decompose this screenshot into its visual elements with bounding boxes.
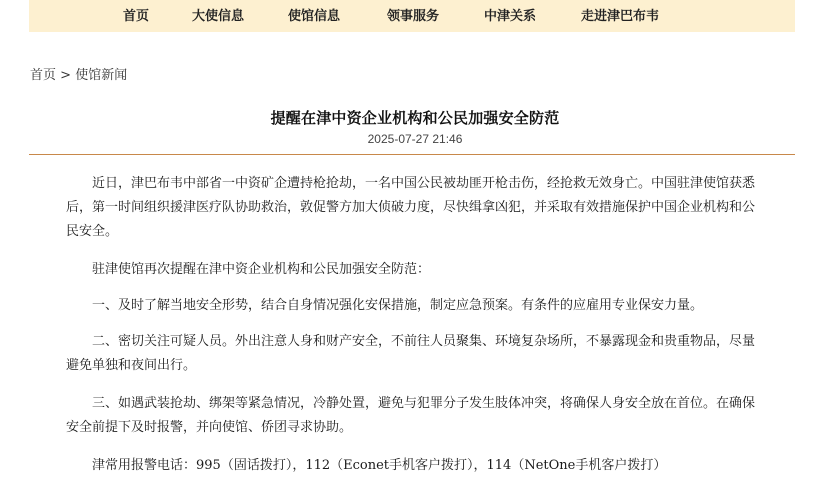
nav-item-consular-services[interactable]: 领事服务	[387, 9, 440, 24]
breadcrumb-home-link[interactable]: 首页	[30, 68, 57, 83]
article-paragraph: 三、如遇武装抢劫、绑架等紧急情况，冷静处置，避免与犯罪分子发生肢体冲突，将确保人身安全放在首位。在确保安全前提下及时报警，并向使馆、侨团寻求协助。	[66, 396, 756, 435]
top-navigation-bar	[29, 0, 795, 32]
article-paragraph: 津常用报警电话：995（固话拨打），112（Econet手机客户拨打），114（NetOne手机客户拨打）	[92, 458, 667, 473]
nav-item-ambassador[interactable]: 大使信息	[192, 9, 245, 24]
article-date: 2025-07-27 21:46	[367, 132, 463, 146]
nav-item-about-zimbabwe[interactable]: 走进津巴布韦	[581, 9, 660, 24]
article-paragraph: 二、密切关注可疑人员。外出注意人身和财产安全，不前往人员聚集、环境复杂场所，不暴露现金和贵重物品，尽量避免单独和夜间出行。	[66, 334, 756, 373]
nav-item-china-zimbabwe-relations[interactable]: 中津关系	[484, 9, 537, 24]
article-title: 提醒在津中资企业机构和公民加强安全防范	[270, 109, 560, 127]
breadcrumb-separator: >	[60, 68, 72, 83]
breadcrumb-current[interactable]: 使馆新闻	[75, 68, 128, 83]
nav-item-embassy-info[interactable]: 使馆信息	[288, 9, 341, 24]
article-body	[66, 172, 766, 492]
title-divider	[29, 154, 795, 155]
article-paragraph: 近日，津巴布韦中部省一中资矿企遭持枪抢劫，一名中国公民被劫匪开枪击伤，经抢救无效身亡。中国驻津使馆获悉后，第一时间组织援津医疗队协助救治，敦促警方加大侦破力度，尽快缉拿凶犯，并采取有效措施保护中国企业机构和公民安全。	[66, 176, 756, 239]
article-paragraph: 一、及时了解当地安全形势，结合自身情况强化安保措施，制定应急预案。有条件的应雇用专业保安力量。	[92, 298, 704, 313]
nav-item-home[interactable]: 首页	[123, 9, 150, 24]
breadcrumb	[30, 64, 127, 83]
article-paragraph: 驻津使馆再次提醒在津中资企业机构和公民加强安全防范：	[92, 262, 431, 277]
